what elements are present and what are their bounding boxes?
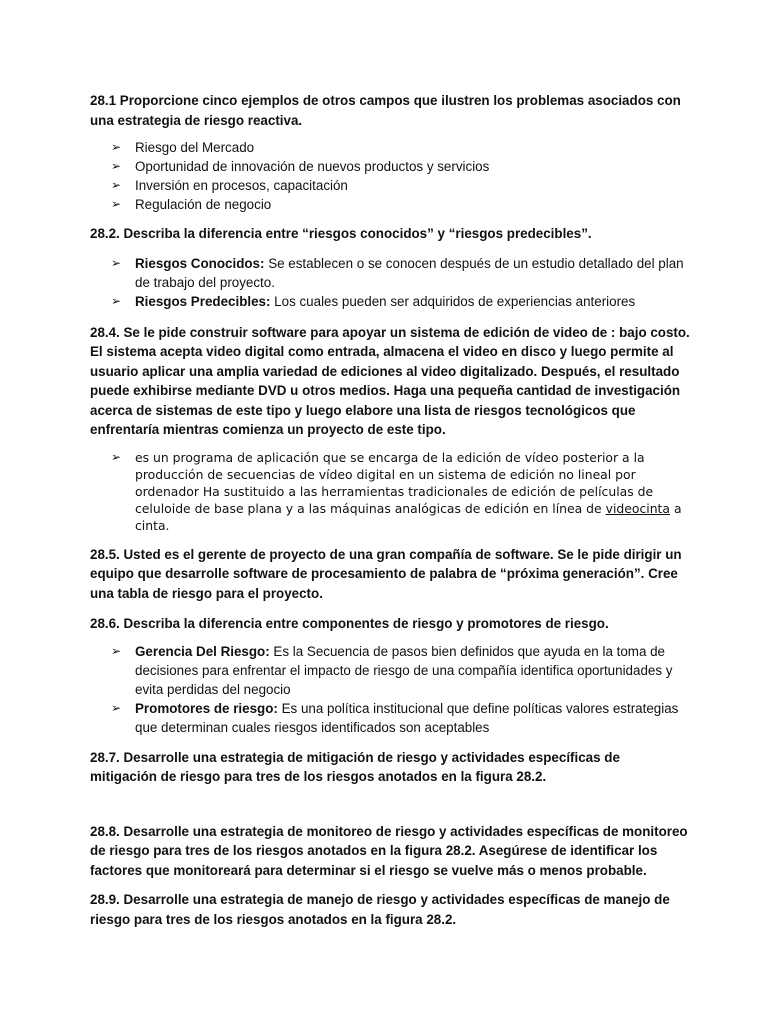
question-28-6: 28.6. Describa la diferencia entre componentes de riesgo y promotores de riesgo. xyxy=(90,616,609,631)
arrow-bullet-icon: ➢ xyxy=(111,255,122,270)
question-28-9: 28.9. Desarrolle una estrategia de manejo de riesgo y actividades específicas de manejo de riesgo para tres de los riesgos anotados en la figura 28.2. xyxy=(90,892,670,927)
list-item: ➢ Riesgos Predecibles: Los cuales pueden ser adquiridos de experiencias anteriores xyxy=(111,293,636,309)
answer-list-28-1 xyxy=(90,138,690,214)
arrow-bullet-icon: ➢ xyxy=(111,197,122,211)
arrow-bullet-icon: ➢ xyxy=(111,159,122,173)
list-item: ➢ Regulación de negocio xyxy=(111,197,272,212)
list-item: ➢ Gerencia Del Riesgo: Es la Secuencia de pasos bien definidos que ayuda en la toma de decisiones para enfrentar el impacto de riesgo de una compañía identifica oportunidades y evita perdidas del negocio xyxy=(111,643,673,697)
term-label: Riesgos Conocidos: xyxy=(135,255,265,271)
question-28-2: 28.2. Describa la diferencia entre “riesgos conocidos” y “riesgos predecibles”. xyxy=(90,226,592,241)
answer-list-28-6 xyxy=(90,642,690,737)
list-item: ➢ Promotores de riesgo: Es una política institucional que define políticas valores estrategias que determinan cuales riesgos identificados son aceptables xyxy=(111,700,679,735)
videocinta-link[interactable]: videocinta xyxy=(605,500,671,516)
list-item: ➢ Riesgo del Mercado xyxy=(111,140,255,155)
list-item: ➢ Riesgos Conocidos: Se establecen o se conocen después de un estudio detallado del plan de trabajo del proyecto. xyxy=(111,255,684,290)
term-label: Riesgos Predecibles: xyxy=(135,293,271,309)
list-item: ➢ Inversión en procesos, capacitación xyxy=(111,178,348,193)
list-item: ➢ es un programa de aplicación que se encarga de la edición de vídeo posterior a la producción de secuencias de vídeo digital en un sistema de edición no lineal por ordenador Ha sustituido a las herramientas tradicionales de edición de películas de celuloide de base plana y a las máquinas analógicas de edición en línea de videocinta a cinta. xyxy=(111,449,682,533)
arrow-bullet-icon: ➢ xyxy=(111,178,122,192)
arrow-bullet-icon: ➢ xyxy=(111,643,122,658)
question-28-5: 28.5. Usted es el gerente de proyecto de una gran compañía de software. Se le pide dirigir un equipo que desarrolle software de procesamiento de palabra de “próxima generación”. Cree una tabla de riesgo para el proyecto. xyxy=(90,546,682,601)
list-item: ➢ Oportunidad de innovación de nuevos productos y servicios xyxy=(111,159,490,174)
document-body xyxy=(90,91,690,929)
question-28-7: 28.7. Desarrolle una estrategia de mitigación de riesgo y actividades específicas de mitigación de riesgo para tres de los riesgos anotados en la figura 28.2. xyxy=(90,749,620,784)
arrow-bullet-icon: ➢ xyxy=(111,140,122,154)
arrow-bullet-icon: ➢ xyxy=(111,449,122,464)
term-label: Promotores de riesgo: xyxy=(135,700,278,716)
arrow-bullet-icon: ➢ xyxy=(111,700,122,715)
question-28-1: 28.1 Proporcione cinco ejemplos de otros campos que ilustren los problemas asociados con una estrategia de riesgo reactiva. xyxy=(90,93,681,128)
question-28-8: 28.8. Desarrolle una estrategia de monitoreo de riesgo y actividades específicas de monitoreo de riesgo para tres de los riesgos anotados en la figura 28.2. Asegúrese de identificar los factores que monitoreará para determinar si el riesgo se vuelve más o menos probable. xyxy=(90,823,688,878)
term-label: Gerencia Del Riesgo: xyxy=(135,643,270,659)
arrow-bullet-icon: ➢ xyxy=(111,293,122,308)
answer-list-28-2 xyxy=(90,254,690,311)
question-28-4: 28.4. Se le pide construir software para apoyar un sistema de edición de video de : bajo costo. El sistema acepta video digital como entrada, almacena el video en disco y luego permite al usuario aplicar una amplia variedad de ediciones al video digitalizado. Después, el resultado puede exhibirse mediante DVD u otros medios. Haga una pequeña cantidad de investigación acerca de sistemas de este tipo y luego elabore una lista de riesgos tecnológicos que enfrentaría mientras comienza un proyecto de este tipo. xyxy=(90,324,690,437)
answer-list-28-4 xyxy=(90,449,690,534)
